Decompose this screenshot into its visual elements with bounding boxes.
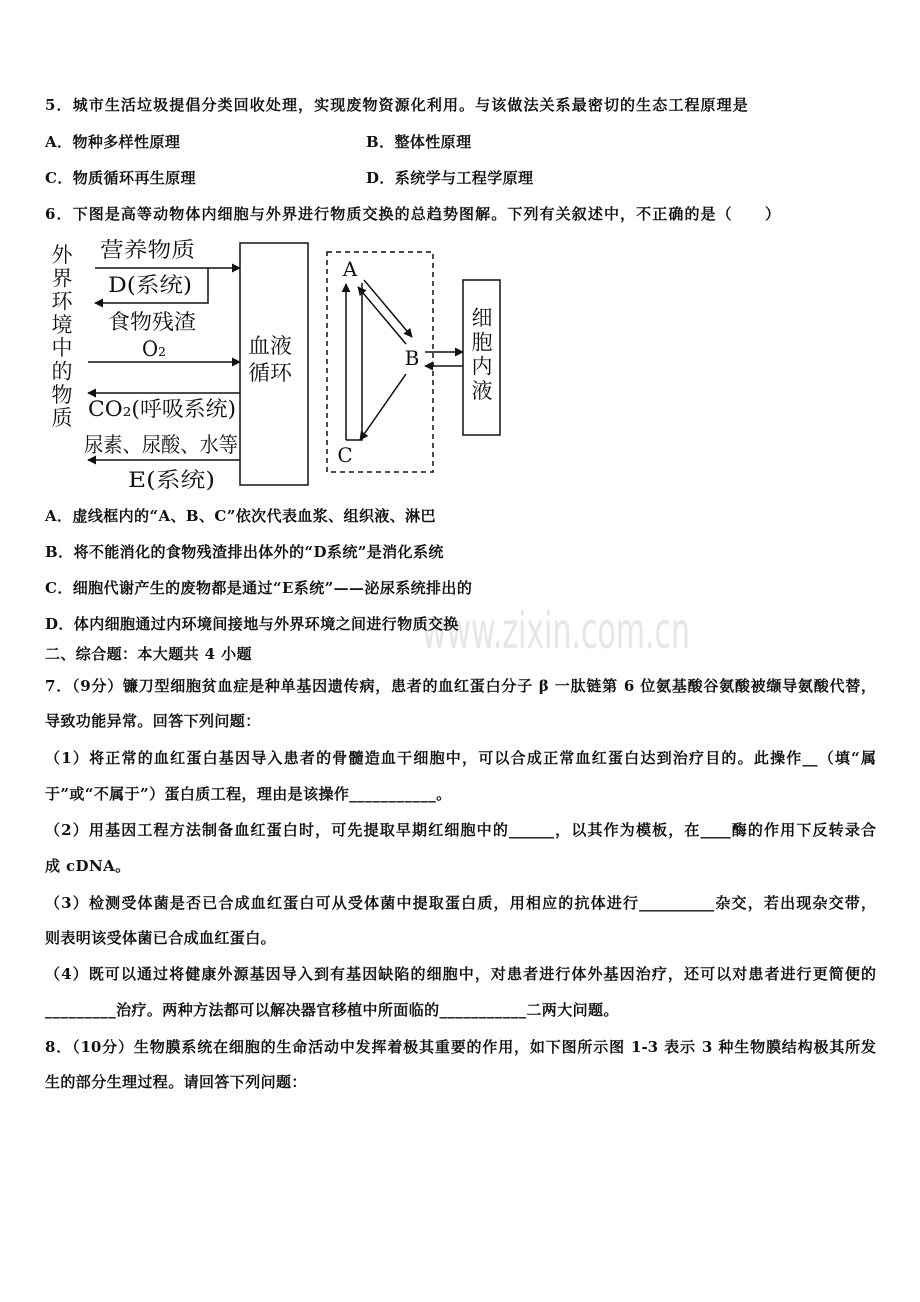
nutrients-label: 营养物质 [100,238,195,262]
blood-circulation-label-line2: 循环 [248,361,294,385]
c-a-connector-line [346,283,362,440]
material-exchange-diagram [40,236,510,498]
question7-part3-line: （3）检测受体菌是否已合成血红蛋白可从受体菌中提取蛋白质，用相应的抗体进行__________杂交，若出现杂交带， [45,894,876,912]
question6-option-c: C．细胞代谢产生的废物都是通过“E系统”——泌尿系统排出的 [45,579,473,597]
question7-part4-line: _________治疗。两种方法都可以解决器官移植中所面临的___________二两大问题。 [45,1001,619,1019]
question7-part2-line: 成 cDNA。 [45,857,131,875]
question7-part3-line: 则表明该受体菌已合成血红蛋白。 [45,929,277,947]
question7-part1-line: 于”或“不属于”）蛋白质工程，理由是该操作___________。 [45,785,452,803]
question7-line: 导致功能异常。回答下列问题： [45,712,261,730]
question6-option-b: B．将不能消化的食物残渣排出体外的“D系统”是消化系统 [45,543,444,561]
watermark-text: www.zixin.com.cn [422,602,690,660]
intracellular-fluid-label: 细胞内液 [471,306,493,403]
node-c-label: C [337,443,353,467]
co2-respiratory-label: CO₂(呼吸系统) [88,397,236,421]
question8-line: 8．（10分）生物膜系统在细胞的生命活动中发挥着极其重要的作用，如下图所示图 1-3 表示 3 种生物膜结构极其所发 [45,1038,876,1056]
d-system-label: D(系统) [108,273,192,297]
b-to-c-arrow [360,374,406,440]
question7-part4-line: （4）既可以通过将健康外源基因导入到有基因缺陷的细胞中，对患者进行体外基因治疗，还可以对患者进行更简便的 [45,965,876,983]
outside-environment-label: 外界环境中的物质 [51,243,73,431]
wastes-label: 尿素、尿酸、水等 [84,433,238,457]
question7-part1-line: （1）将正常的血红蛋白基因导入患者的骨髓造血干细胞中，可以合成正常血红蛋白达到治疗目的。此操作__（填“属 [45,749,876,767]
question6-option-d: D．体内细胞通过内环境间接地与外界环境之间进行物质交换 [45,615,459,633]
oxygen-label: O₂ [142,337,166,361]
a-to-b-arrow [364,280,412,337]
question5-stem: 5．城市生活垃圾提倡分类回收处理，实现废物资源化利用。与该做法关系最密切的生态工程原理是 [45,96,749,114]
food-residue-label: 食物残渣 [108,310,196,334]
node-b-label: B [404,346,420,370]
question6-stem: 6．下图是高等动物体内细胞与外界进行物质交换的总趋势图解。下列有关叙述中，不正确的是（ ） [45,205,782,223]
question5-option-a: A．物种多样性原理 [45,133,181,151]
question5-option-c: C．物质循环再生原理 [45,169,196,187]
question8-line: 生的部分生理过程。请回答下列问题： [45,1073,307,1091]
question7-line: 7．（9分）镰刀型细胞贫血症是种单基因遗传病，患者的血红蛋白分子 β 一肽链第 6 位氨基酸谷氨酸被缬导氨酸代替， [45,677,876,695]
question5-option-d: D．系统学与工程学原理 [366,169,534,187]
question6-option-a: A．虚线框内的“A、B、C”依次代表血浆、组织液、淋巴 [45,507,436,525]
e-system-label: E(系统) [128,468,215,492]
node-a-label: A [342,257,358,281]
watermark [420,600,700,664]
section-heading: 二、综合题：本大题共 4 小题 [45,645,252,663]
question5-option-b: B．整体性原理 [366,133,472,151]
question7-part2-line: （2）用基因工程方法制备血红蛋白时，可先提取早期红细胞中的______，以其作为模板，在____酶的作用下反转录合 [45,821,876,839]
blood-circulation-label-line1: 血液 [248,334,292,358]
b-to-a-arrow [358,287,406,344]
